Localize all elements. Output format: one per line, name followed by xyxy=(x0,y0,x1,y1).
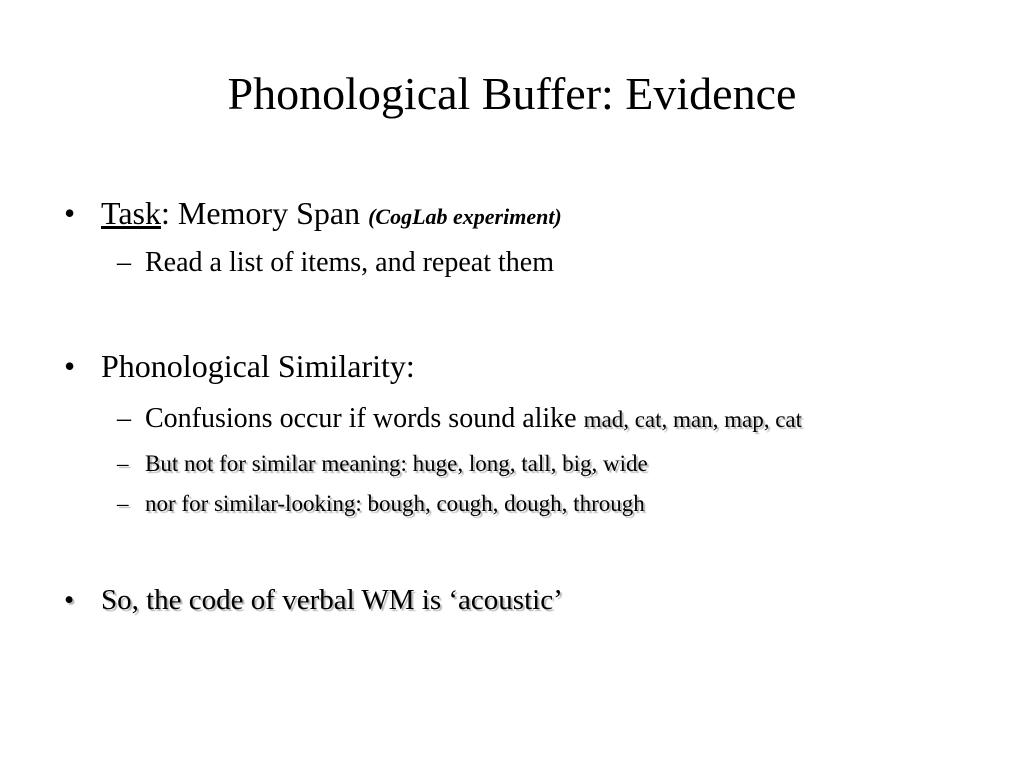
sub-item-text: Confusions occur if words sound alike xyxy=(145,403,584,434)
sub-item-text: But not for similar meaning: huge, long, tall, big, wide xyxy=(145,451,648,476)
dash-icon: – xyxy=(117,491,129,516)
sub-item-text: nor for similar-looking: bough, cough, dough, through xyxy=(145,491,645,516)
task-note: (CogLab experiment) xyxy=(368,204,562,229)
task-sub-text: Read a list of items, and repeat them xyxy=(145,247,554,278)
dash-icon: – xyxy=(117,403,131,434)
task-label: Task xyxy=(101,195,161,231)
similarity-text: Phonological Similarity: xyxy=(101,348,415,384)
conclusion-text: So, the code of verbal WM is ‘acoustic’ xyxy=(101,584,563,616)
dash-icon: – xyxy=(117,451,129,476)
bullet-icon: • xyxy=(64,348,76,384)
sound-example: mad, cat, man, map, cat xyxy=(583,407,803,432)
slide-title: Phonological Buffer: Evidence xyxy=(227,68,797,119)
bullet-icon: • xyxy=(64,195,76,231)
bullet-icon: • xyxy=(64,584,75,616)
dash-icon: – xyxy=(117,247,131,278)
task-text: : Memory Span xyxy=(160,195,369,231)
